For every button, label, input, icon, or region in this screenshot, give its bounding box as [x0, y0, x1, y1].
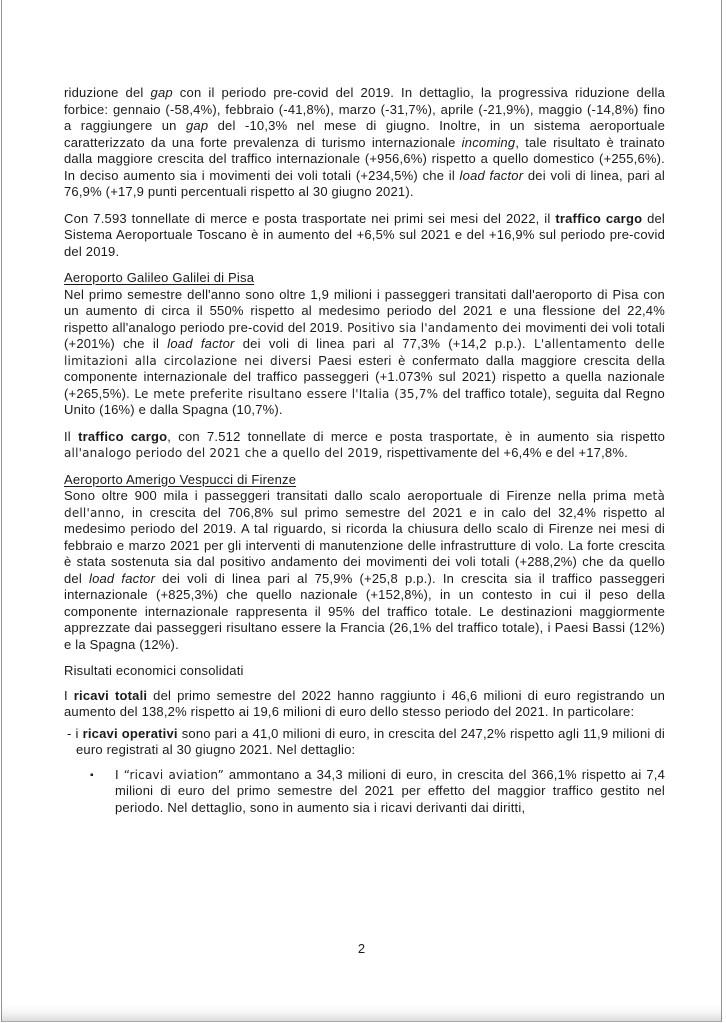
- paragraph-ricavi-totali: I ricavi totali del primo semestre del 2022 hanno raggiunto i 46,6 milioni di euro registrando un aumento del 138,2% rispetto ai 19,6 milioni di euro dello stesso periodo del 2021. In particolare:: [64, 687, 666, 719]
- paragraph-aeroporto-pisa: Nel primo semestre dell'anno sono oltre 1,9 milioni i passeggeri transitati dall'aeroporto di Pisa con un aumento di circa il 550% rispetto al medesimo periodo del 2021 e una flessione del 22,4% rispetto all'analogo periodo pre-covid del 2019. Positivo sia l'andamento dei movimenti dei voli totali (+201%) che il load factor dei voli di linea pari al 77,3% (+14,2 p.p.). L'allentamento delle limitazioni alla circolazione nei diversi Paesi esteri è confermato dalla maggiore crescita della componente internazionale del traffico passeggeri (+1.073% sul 2021) rispetto a quella nazionale (+265,5%). Le mete preferite risultano essere l'Italia (35,7% del traffico totale), seguita dal Regno Unito (16%) e dalla Spagna (10,7%).: [64, 286, 665, 417]
- document-page: [1, 0, 722, 1022]
- heading-risultati-economici-consolidati: Risultati economici consolidati: [64, 663, 244, 678]
- list-item-ricavi-aviation: [64, 767, 665, 817]
- list-item-ricavi-operativi: - i ricavi operativi sono pari a 41,0 milioni di euro, in crescita del 247,2% rispetto agli 11,9 milioni di euro registrati al 30 giugno 2021. Nel dettaglio:: [67, 725, 665, 757]
- page-content: [64, 85, 665, 816]
- heading-aeroporto-galileo-galilei-pisa: Aeroporto Galileo Galilei di Pisa: [64, 270, 255, 285]
- paragraph-gap-reduction: riduzione del gap con il periodo pre-covid del 2019. In dettaglio, la progressiva riduzione della forbice: gennaio (-58,4%), febbraio (-41,8%), marzo (-31,7%), aprile (-21,9%), maggio (-14,8%) fino a raggiungere un gap del -10,3% nel mese di giugno. Inoltre, in un sistema aeroportuale caratterizzato da una forte prevalenza di turismo internazionale incoming, tale risultato è trainato dalla maggiore crescita del traffico internazionale (+956,6%) rispetto a quello domestico (+255,6%). In deciso aumento sia i movimenti dei voli totali (+234,5%) che il load factor dei voli di linea, pari al 76,9% (+17,9 punti percentuali rispetto al 30 giugno 2021).: [64, 85, 666, 199]
- paragraph-traffico-cargo-pisa: Il traffico cargo, con 7.512 tonnellate di merce e posta trasportate, è in aumento sia rispetto all'analogo periodo del 2021 che a quello del 2019, rispettivamente del +6,4% e del +17,8%.: [64, 428, 665, 460]
- paragraph-traffico-cargo-sistema-toscano: Con 7.593 tonnellate di merce e posta trasportate nei primi sei mesi del 2022, il traffico cargo del Sistema Aeroportuale Toscano è in aumento del +6,5% sul 2021 e del +16,9% sul periodo pre-covid del 2019.: [64, 210, 666, 259]
- square-bullet-icon: ▪: [90, 769, 94, 781]
- page-number: 2: [357, 941, 366, 956]
- paragraph-aeroporto-firenze: Sono oltre 900 mila i passeggeri transitati dallo scalo aeroportuale di Firenze nella prima metà dell'anno, in crescita del 706,8% sul primo semestre del 2021 e in calo del 32,4% rispetto al medesimo periodo del 2019. A tal riguardo, si ricorda la chiusura dello scalo di Firenze nei mesi di febbraio e marzo 2021 per gli interventi di manutenzione delle infrastrutture di volo. La forte crescita è stata sostenuta sia dal positivo andamento dei movimenti dei voli totali (+288,2%) che da quello del load factor dei voli di linea pari al 75,9% (+25,8 p.p.). In crescita sia il traffico passeggeri internazionale (+825,3%) che quello nazionale (+152,8%), in un contesto in cui il peso della componente internazionale rappresenta il 95% del traffico totale. Le destinazioni maggiormente apprezzate dai passeggeri risultano essere la Francia (26,1% del traffico totale), i Paesi Bassi (12%) e la Spagna (12%).: [64, 488, 666, 652]
- list-item-ricavi-aviation-text: I “ricavi aviation” ammontano a 34,3 milioni di euro, in crescita del 366,1% rispetto ai 7,4 milioni di euro del primo semestre del 2021 per effetto del maggior traffico gestito nel periodo. Nel dettaglio, sono in aumento sia i ricavi derivanti dai diritti,: [115, 766, 666, 815]
- heading-aeroporto-amerigo-vespucci-firenze: Aeroporto Amerigo Vespucci di Firenze: [64, 471, 297, 487]
